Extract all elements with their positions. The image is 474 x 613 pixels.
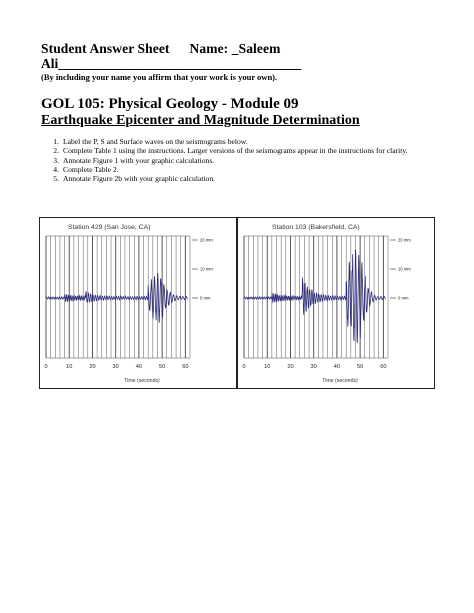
course-title: GOL 105: Physical Geology - Module 09 — [41, 96, 299, 112]
x-tick-label: 10 — [66, 364, 73, 370]
seismogram-plot — [238, 218, 434, 388]
student-name-continued: Ali____________________________________ — [41, 56, 302, 71]
seismogram-station-103 — [237, 217, 435, 389]
scale-label: 20 mm — [398, 237, 411, 243]
x-tick-label: 20 — [89, 364, 96, 370]
x-tick-label: 40 — [333, 364, 341, 370]
scale-label: 0 mm — [398, 295, 409, 301]
instruction-item: 3. Annotate Figure 1 with your graphic calculations. — [53, 155, 215, 165]
scale-label: 10 mm — [398, 266, 411, 272]
answer-sheet-label: Student Answer Sheet — [41, 41, 170, 56]
instruction-item: 2. Complete Table 1 using the instructions. Larger versions of the seismograms appear in the instructions for clarity. — [53, 146, 408, 156]
x-tick-label: 30 — [112, 364, 119, 370]
x-tick-label: 50 — [357, 364, 364, 370]
header-line-1 — [41, 41, 280, 57]
seismogram-station-429 — [39, 217, 237, 389]
scale-label: 0 mm — [200, 295, 211, 301]
seismogram-trace — [46, 273, 187, 323]
x-tick-label: 40 — [135, 364, 143, 370]
seismogram-trace — [244, 250, 385, 343]
module-subtitle: Earthquake Epicenter and Magnitude Determination — [41, 113, 360, 128]
x-tick-label: 50 — [159, 364, 166, 370]
x-tick-label: 60 — [380, 364, 387, 370]
seismogram-plot — [40, 218, 236, 388]
seismogram-title: Station 429 (San Jose, CA) — [68, 224, 151, 231]
x-tick-label: 20 — [287, 364, 294, 370]
instruction-item: 1. Label the P, S and Surface waves on the seismograms below. — [53, 137, 248, 146]
x-tick-label: 0 — [44, 364, 48, 370]
x-tick-label: 60 — [182, 364, 189, 370]
instructions-list — [41, 137, 441, 183]
x-tick-label: 30 — [310, 364, 317, 370]
x-tick-label: 10 — [264, 364, 271, 370]
seismogram-title: Station 103 (Bakersfield, CA) — [272, 224, 360, 231]
scale-label: 20 mm — [200, 237, 213, 243]
instruction-item: 5. Annotate Figure 2b with your graphic calculation. — [53, 174, 216, 184]
student-name: Name: _Saleem — [189, 41, 281, 56]
x-axis-label: Time (seconds) — [124, 378, 160, 384]
scale-label: 10 mm — [200, 266, 213, 272]
x-tick-label: 0 — [242, 364, 246, 370]
affirmation-note: (By including your name you affirm that your work is your own). — [41, 72, 278, 82]
instruction-item: 4. Complete Table 2. — [53, 164, 119, 174]
x-axis-label: Time (seconds) — [322, 378, 358, 384]
